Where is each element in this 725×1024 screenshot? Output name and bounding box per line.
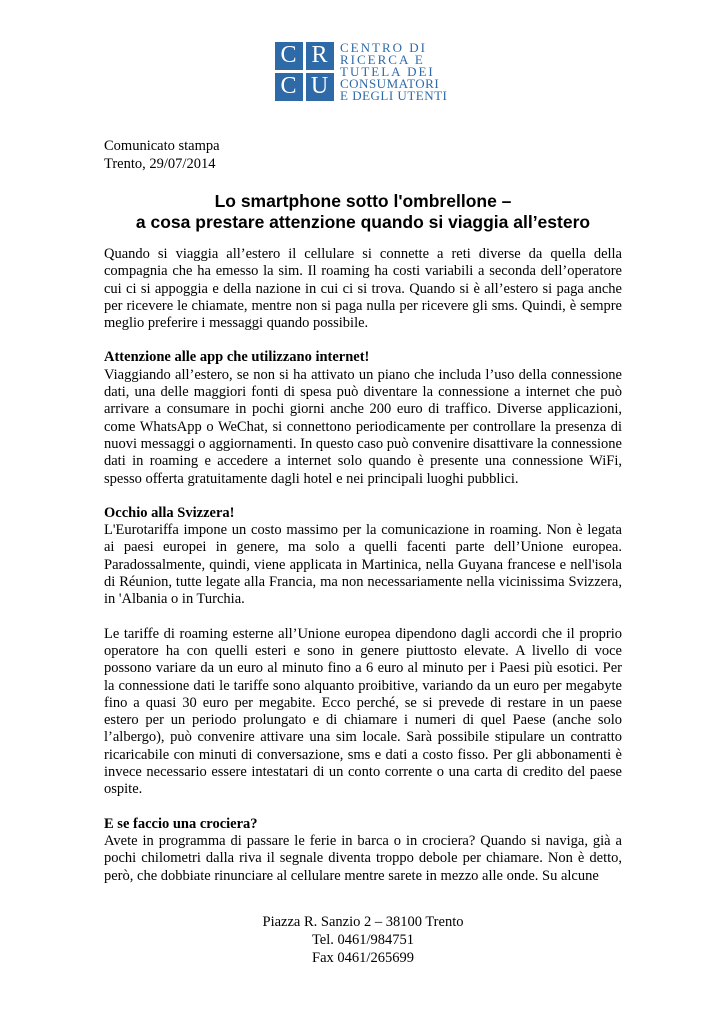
footer-phone: Tel. 0461/984751 [311, 932, 415, 948]
logo-line: CENTRO DI [340, 40, 427, 55]
footer-address: Piazza R. Sanzio 2 – 38100 Trento [262, 914, 464, 930]
logo-letter: R [311, 42, 328, 68]
logo-line: RICERCA E [340, 52, 425, 67]
page-title [104, 191, 622, 233]
logo-letter: U [310, 73, 329, 99]
section-heading: E se faccio una crociera? [104, 815, 258, 832]
place-date: Trento, 29/07/2014 [104, 156, 216, 172]
logo-wordmark [340, 42, 447, 102]
page-footer [104, 913, 622, 967]
logo-mark [275, 42, 334, 101]
intro-paragraph: Quando si viaggia all’estero il cellulare si connette a reti diverse da quella della compagnia che ha emesso la sim. Il roaming ha costi variabili a seconda dell’operatore cui ci si appoggia e della nazione in cui ci si trova. Quando si è all’estero si paga anche per ricevere le chiamate, mentre non si paga nulla per ricevere gli sms. Quindi, è sempre meglio preferire i messaggi quando possibile. [104, 246, 622, 332]
logo-divider [303, 42, 306, 101]
document-type: Comunicato stampa [104, 138, 220, 154]
footer-fax: Fax 0461/265699 [312, 950, 414, 966]
logo-line: E DEGLI UTENTI [340, 88, 448, 103]
section-paragraph: Avete in programma di passare le ferie in barca o in crociera? Quando si naviga, già a pochi chilometri dalla riva il segnale diventa troppo debole per chiamare. Non è detto, però, che dobbiate rinunciare al cellulare mentre sarete in mezzo alle onde. Su alcune [104, 832, 622, 884]
article-body [104, 246, 622, 885]
section-paragraph: L'Eurotariffa impone un costo massimo per la comunicazione in roaming. Non è legata ai paesi europei in genere, ma solo a quelli facenti parte dell’Unione europea. Paradossalmente, quindi, viene applicata in Martinica, nella Guyana francese e nell'isola di Réunion, tutte legate alla Francia, ma non necessariamente nella vicinissima Svizzera, in 'Albania o in Turchia. [104, 522, 622, 608]
section-paragraph: Le tariffe di roaming esterne all’Unione europea dipendono dagli accordi che il proprio operatore ha con quelli esteri e sono in genere piuttosto elevate. A livello di voce possono variare da un euro al minuto fino a 6 euro al minuto per i Paesi più esotici. Per la connessione dati le tariffe sono alquanto proibitive, variando da un euro per megabyte fino a quasi 30 euro per megabite. Ecco perché, se si prevede di restare in un paese estero per un periodo prolungato e di chiamare i numeri di quel Paese (anche solo l’albergo), può convenire attivare una sim locale. Sarà possibile stipulare un contratto ricaricabile con minuti di conversazione, sms e dati a costo fisso. Per gli abbonamenti è invece necessario essere intestatari di un conto corrente o una carta di credito del paese ospite. [104, 625, 622, 798]
logo-letter: C [280, 73, 297, 99]
section-heading: Attenzione alle app che utilizzano internet! [104, 349, 370, 366]
section-paragraph: Viaggiando all’estero, se non si ha attivato un piano che includa l’uso della connessione dati, una delle maggiori fonti di spesa può diventare la connessione a internet che può arrivare a consumare in pochi giorni anche 200 euro di traffico. Diverse applicazioni, come WhatsApp o WeChat, si connettono periodicamente per controllare la presenza di nuovi messaggi o aggiornamenti. In questo caso può convenire disattivare la connessione dati in roaming e accedere a internet solo quando è presente una connessione WiFi, spesso offerta gratuitamente dagli hotel e nei principali luoghi pubblici. [104, 366, 622, 487]
logo-letter: C [280, 42, 297, 68]
organization-logo [275, 42, 447, 104]
title-line: a cosa prestare attenzione quando si viaggia all’estero [135, 212, 591, 232]
section-heading: Occhio alla Svizzera! [104, 504, 235, 521]
logo-line: TUTELA DEI [340, 64, 435, 79]
press-release-header [104, 137, 220, 173]
logo-line: CONSUMATORI [340, 76, 440, 91]
title-line: Lo smartphone sotto l'ombrellone – [214, 191, 512, 211]
